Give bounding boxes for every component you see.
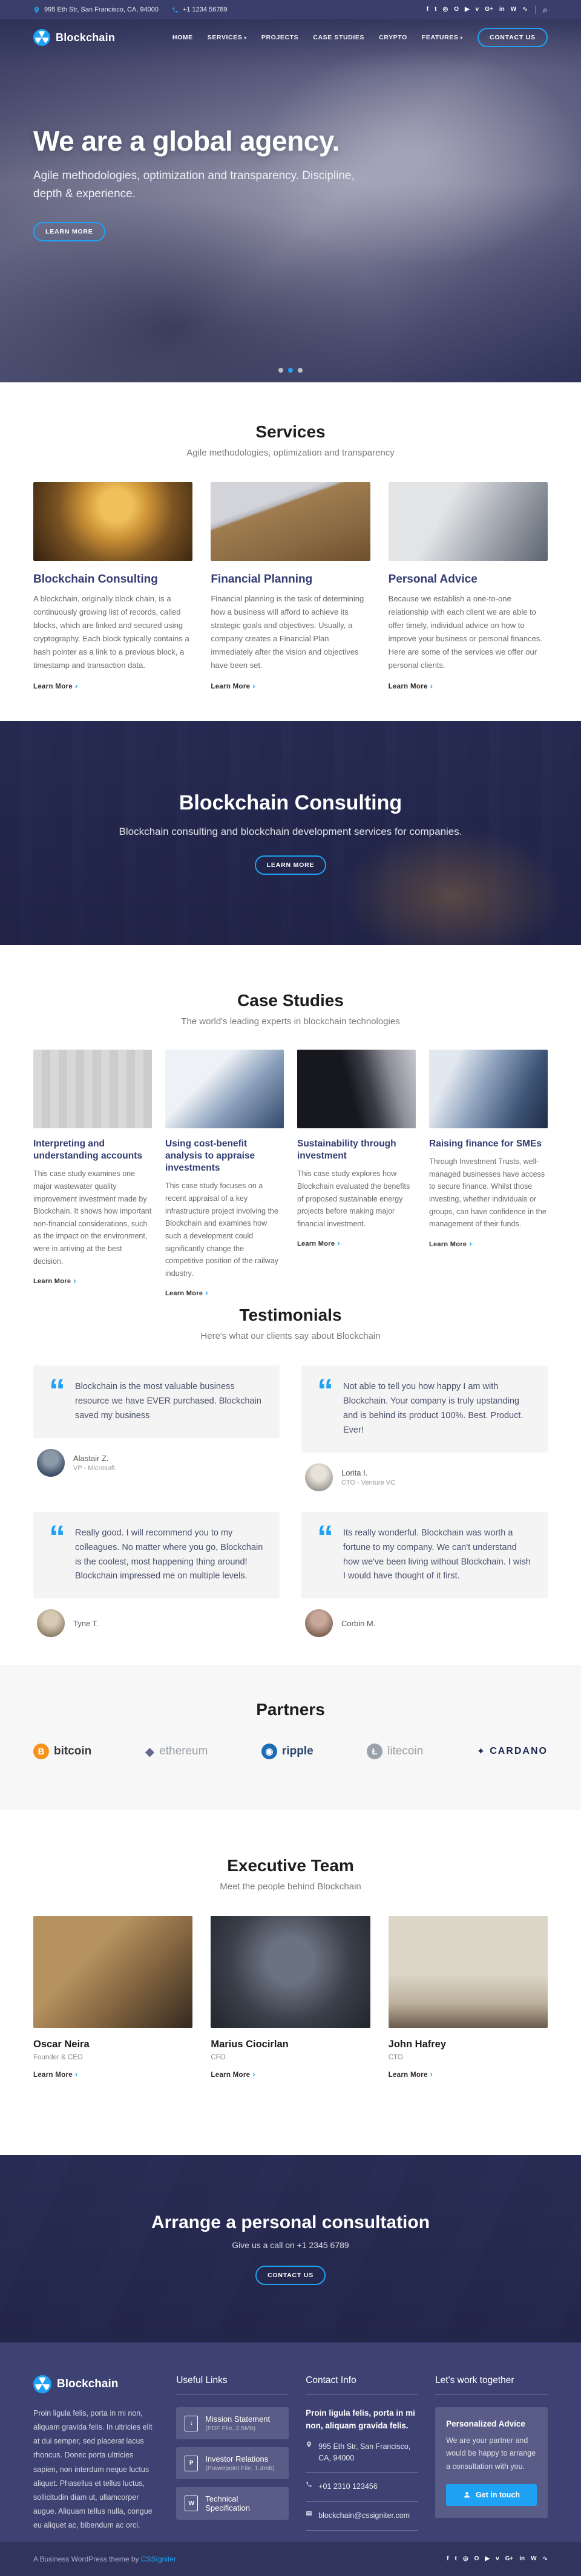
footer-brand-name: Blockchain [57, 2378, 119, 2390]
service-card [389, 482, 548, 691]
advice-card-text: We are your partner and would be happy to arrange a consultation with you. [446, 2436, 536, 2471]
link-investor-relations[interactable]: P Investor Relations (Powerpoint File, 1.4mb) [176, 2447, 289, 2479]
case-learn-more-link[interactable]: Learn More › [297, 1238, 340, 1247]
services-subtitle: Agile methodologies, optimization and transparency [186, 448, 395, 458]
carousel-dot[interactable] [298, 368, 303, 373]
twitter-icon[interactable]: t [455, 2555, 457, 2562]
footer-contact-column [306, 2375, 418, 2532]
team-member-role: CFO [211, 2054, 226, 2061]
twitter-icon[interactable]: t [435, 6, 437, 13]
nav-item-home[interactable]: HOME [172, 34, 193, 41]
case-studies-section [0, 945, 581, 1298]
case-learn-more-link[interactable]: Learn More › [165, 1288, 208, 1297]
footer-useful-links-column [176, 2375, 289, 2532]
service-learn-more-link[interactable]: Learn More › [211, 681, 255, 690]
partner-logo-cardano[interactable]: ✦ CARDANO [476, 1746, 548, 1757]
hero-title: We are a global agency. [33, 125, 340, 157]
services-section [0, 382, 581, 721]
service-image-laptop-phone [211, 482, 370, 561]
nav-item-crypto[interactable]: CRYPTO [379, 34, 407, 41]
person-icon [463, 2491, 471, 2499]
team-photo-marius-ciocirlan [211, 1916, 370, 2028]
case-image-tablet [165, 1050, 284, 1128]
hero-section [0, 19, 581, 382]
google-plus-icon[interactable]: G+ [485, 6, 493, 13]
quote-icon: “ [49, 1518, 65, 1555]
services-title: Services [255, 422, 326, 441]
nav-menu [172, 28, 548, 47]
case-card-title: Using cost-benefit analysis to appraise investments [165, 1139, 255, 1174]
topbar-social-row [427, 7, 528, 13]
testimonial-author-name: Tyne T. [73, 1618, 99, 1628]
topbar-phone [172, 6, 228, 13]
cta-subtitle: Give us a call on +1 2345 6789 [232, 2240, 349, 2250]
testimonial-quote-card [301, 1512, 548, 1599]
quote-icon: “ [317, 1518, 333, 1555]
case-image-crowd [33, 1050, 152, 1128]
team-member-name: Oscar Neira [33, 2039, 90, 2050]
consulting-banner [0, 721, 581, 945]
testimonial-text: Not able to tell you how happy I am with Blockchain. Your company is truly upstanding and is behind its product 100%. Best. Product. Ever! [343, 1382, 524, 1435]
youtube-icon[interactable]: ▶ [485, 2555, 490, 2562]
cssigniter-link[interactable]: CSSIgniter [140, 2555, 176, 2563]
contact-phone-row [306, 2473, 418, 2502]
avatar [37, 1609, 65, 1637]
carousel-dots [0, 368, 581, 373]
footer [0, 2342, 581, 2542]
testimonial-author-name: Alastair Z. [73, 1453, 109, 1463]
blockchain-logo-icon [33, 29, 50, 46]
partner-logo-ethereum[interactable]: ◆ ethereum [145, 1745, 208, 1759]
linkedin-icon[interactable]: in [499, 6, 505, 13]
avatar [305, 1463, 333, 1491]
team-photo-oscar-neira [33, 1916, 192, 2028]
case-study-card [165, 1050, 284, 1298]
topbar-divider [535, 5, 536, 14]
case-learn-more-link[interactable]: Learn More › [429, 1239, 472, 1248]
topbar [0, 0, 581, 19]
opera-icon[interactable]: O [454, 6, 459, 13]
wordpress-icon[interactable]: W [510, 6, 517, 13]
case-image-wall-street-sign [297, 1050, 416, 1128]
team-subtitle: Meet the people behind Blockchain [220, 1881, 361, 1892]
nav-item-services[interactable]: SERVICES ▾ [208, 34, 247, 41]
contact-address: 995 Eth Str, San Francisco, CA, 94000 [318, 2442, 411, 2462]
testimonial [301, 1512, 548, 1638]
nav-item-case-studies[interactable]: CASE STUDIES [313, 34, 365, 41]
testimonial-text: Its really wonderful. Blockchain was worth a fortune to my company. We can't understand how we've been living without Blockchain. I wish I would have thought of it first. [343, 1528, 531, 1581]
service-image-office-meeting [389, 482, 548, 561]
case-card-text: Through Investment Trusts, well-managed businesses have access to secure finance. Whilst those investing, whether individuals or groups, can have confidence in the management of their funds. [429, 1157, 547, 1229]
service-card-text: Because we establish a one-to-one relationship with each client we are able to offer timely, individual advice on how to improve your business or personal finances. Here are some of the services we offer our personal clients. [388, 594, 543, 670]
testimonial-quote-card [33, 1512, 280, 1599]
partners-section [0, 1665, 581, 1810]
consultation-cta-section [0, 2155, 581, 2342]
service-card-title: Personal Advice [388, 573, 478, 586]
useful-links-title: Useful Links [176, 2375, 228, 2385]
phone-icon [172, 7, 179, 13]
team-learn-more-link[interactable]: Learn More › [33, 2070, 78, 2079]
map-pin-icon [306, 2441, 312, 2448]
testimonial-text: Really good. I will recommend you to my colleagues. No matter where you go, Blockchain is the coolest, most happening thing around! Blockchain impressed me on multiple levels. [75, 1528, 263, 1581]
rss-icon[interactable]: ∿ [522, 6, 528, 13]
map-pin-icon [33, 7, 40, 13]
advice-card-title: Personalized Advice [446, 2419, 525, 2428]
testimonial-quote-card [301, 1365, 548, 1453]
get-in-touch-button[interactable]: Get in touch [446, 2484, 537, 2506]
case-study-card [33, 1050, 152, 1298]
team-learn-more-link[interactable]: Learn More › [211, 2070, 255, 2079]
instagram-icon[interactable]: ◎ [462, 2555, 468, 2562]
contact-intro: Proin ligula felis, porta in mi non, aliquam gravida felis. [306, 2408, 415, 2430]
service-card [33, 482, 192, 691]
theme-credit: A Business WordPress theme by CSSIgniter [33, 2555, 176, 2563]
partner-logo-ripple[interactable]: ◉ ripple [261, 1744, 313, 1759]
banner-title: Blockchain Consulting [179, 791, 402, 814]
team-member-name: John Hafrey [388, 2039, 447, 2050]
instagram-icon[interactable]: ◎ [442, 6, 448, 13]
banner-learn-more-button[interactable]: LEARN MORE [255, 855, 327, 875]
contact-phone: +01 2310 123456 [318, 2482, 378, 2491]
partner-logo-bitcoin[interactable]: B bitcoin [33, 1744, 91, 1759]
ripple-icon: ◉ [261, 1744, 277, 1759]
footer-about-text: Proin ligula felis, porta in mi non, aliquam gravida felis. In ultricies elit at dui semper, sed placerat lacus rhoncus. Donec porta ultricies sapien, non interdum neque luctus aliquet. Phasellus et tellus luctus, sollicitudin diam ut, ullamcorper augue. Aliquam tellus nulla, congue eu aliquet ac, bibendum ac orci. [33, 2409, 153, 2529]
litecoin-icon: Ł [367, 1744, 382, 1759]
testimonial-author-name: Lorita I. [341, 1468, 368, 1477]
contact-info-title: Contact Info [306, 2375, 356, 2385]
avatar [305, 1609, 333, 1637]
cta-title: Arrange a personal consultation [151, 2212, 430, 2232]
bottom-bar [0, 2542, 581, 2576]
footer-about-column [33, 2375, 159, 2532]
case-study-card [297, 1050, 416, 1298]
service-card-title: Blockchain Consulting [33, 573, 158, 586]
work-together-title: Let's work together [435, 2375, 514, 2385]
ethereum-icon: ◆ [145, 1745, 155, 1759]
facebook-icon[interactable]: f [426, 6, 429, 13]
case-card-title: Sustainability through investment [297, 1139, 396, 1162]
team-member-card [211, 1916, 370, 2080]
partners-title: Partners [256, 1700, 325, 1719]
rss-icon[interactable]: ∿ [542, 2555, 548, 2562]
team-photo-john-hafrey [389, 1916, 548, 2028]
testimonial [301, 1365, 548, 1491]
nav-item-projects[interactable]: PROJECTS [261, 34, 299, 41]
case-studies-subtitle: The world's leading experts in blockchain technologies [181, 1016, 400, 1027]
cardano-icon: ✦ [476, 1747, 485, 1757]
footer-brand[interactable] [33, 2375, 159, 2393]
quote-icon: “ [317, 1373, 333, 1409]
team-title: Executive Team [227, 1856, 354, 1875]
opera-icon[interactable]: O [474, 2555, 479, 2562]
team-member-role: Founder & CEO [33, 2054, 83, 2061]
link-mission-statement[interactable]: ↓ Mission Statement (PDF File, 2.5Mb) [176, 2407, 289, 2439]
team-learn-more-link[interactable]: Learn More › [389, 2070, 433, 2079]
case-card-title: Interpreting and understanding accounts [33, 1139, 142, 1162]
team-member-role: CTO [388, 2054, 403, 2061]
banner-subtitle: Blockchain consulting and blockchain development services for companies. [119, 825, 462, 837]
service-card-text: A blockchain, originally block chain, is a continuously growing list of records, called blocks, which are linked and secured using cryptography. Each block typically contains a hash pointer as a link to a previous block, a timestamp and transaction data. [33, 594, 189, 670]
blockchain-logo-icon [33, 2375, 51, 2393]
avatar [37, 1449, 65, 1477]
carousel-dot-active[interactable] [288, 368, 293, 373]
nav-item-features[interactable]: FEATURES ▾ [422, 34, 463, 41]
testimonial-author-role: VP - Microsoft [73, 1464, 115, 1472]
testimonial [33, 1365, 280, 1491]
testimonial-text: Blockchain is the most valuable business resource we have EVER purchased. Blockchain saved my business [75, 1382, 261, 1420]
bitcoin-icon: B [33, 1744, 49, 1759]
team-member-card [389, 1916, 548, 2080]
footer-social-row [447, 2556, 548, 2562]
case-card-text: This case study examines one major wastewater quality improvement investment made by Blockchain. It shows how important non-financial considerations, such as the impact on the environment, were in arriving at the best decision. [33, 1169, 152, 1266]
wordpress-icon[interactable]: W [531, 2555, 537, 2562]
case-learn-more-link[interactable]: Learn More › [33, 1276, 76, 1285]
team-member-name: Marius Ciocirlan [211, 2039, 289, 2050]
case-card-text: This case study explores how Blockchain evaluated the benefits of proposed sustainable energy projects before making major financial investment. [297, 1169, 410, 1228]
topbar-address [33, 6, 159, 13]
link-technical-specification[interactable]: W Technical Specification [176, 2487, 289, 2520]
cta-contact-us-button[interactable]: CONTACT US [255, 2266, 326, 2285]
topbar-phone-text: +1 1234 56789 [182, 6, 228, 13]
partner-logo-litecoin[interactable]: Ł litecoin [367, 1744, 423, 1759]
case-studies-title: Case Studies [237, 991, 344, 1010]
case-card-text: This case study focuses on a recent appraisal of a key infrastructure project involving the Blockchain and examines how such a development could significantly change the competitive position of the railway industry. [165, 1182, 278, 1278]
powerpoint-file-icon: P [185, 2456, 198, 2471]
brand-name: Blockchain [56, 31, 116, 44]
contact-us-button[interactable]: CONTACT US [478, 28, 548, 47]
service-image-bitcoin-coins [33, 482, 192, 561]
contact-email[interactable]: blockchain@cssigniter.com [318, 2511, 410, 2520]
hero-subtitle: Agile methodologies, optimization and transparency. Discipline, depth & experience. [33, 169, 355, 201]
service-learn-more-link[interactable]: Learn More › [33, 681, 78, 690]
vimeo-icon[interactable]: v [475, 6, 479, 13]
phone-icon [306, 2481, 312, 2488]
contact-email-row [306, 2502, 418, 2531]
hero-learn-more-button[interactable]: LEARN MORE [33, 222, 105, 241]
team-section [0, 1810, 581, 2155]
topbar-address-text: 995 Eth Str, San Francisco, CA, 94000 [44, 6, 159, 13]
quote-icon: “ [49, 1373, 65, 1409]
carousel-dot[interactable] [278, 368, 283, 373]
case-card-title: Raising finance for SMEs [429, 1139, 542, 1149]
testimonial-author-name: Corbin M. [341, 1618, 376, 1628]
case-image-skyscraper [429, 1050, 548, 1128]
testimonial [33, 1512, 280, 1638]
testimonials-subtitle: Here's what our clients say about Blockchain [200, 1331, 381, 1341]
envelope-icon [306, 2510, 312, 2517]
linkedin-icon[interactable]: in [519, 2555, 525, 2562]
service-card [211, 482, 370, 691]
word-file-icon: W [185, 2496, 198, 2511]
main-nav [0, 19, 581, 47]
footer-work-together-column [435, 2375, 548, 2532]
case-study-card [429, 1050, 548, 1298]
contact-address-row [306, 2433, 418, 2473]
service-learn-more-link[interactable]: Learn More › [389, 681, 433, 690]
testimonial-author-role: CTO - Venture VC [341, 1479, 396, 1486]
service-card-text: Financial planning is the task of determining how a business will afford to achieve its strategic goals and objectives. Usually, a company creates a Financial Plan immediately after the vision and objectives have been set. [211, 594, 364, 670]
testimonials-section [0, 1272, 581, 1665]
brand-logo[interactable] [33, 29, 115, 46]
team-member-card [33, 1916, 192, 2080]
vimeo-icon[interactable]: v [496, 2555, 499, 2562]
facebook-icon[interactable]: f [447, 2555, 449, 2562]
pdf-file-icon: ↓ [185, 2416, 198, 2431]
personalized-advice-card [435, 2407, 548, 2518]
google-plus-icon[interactable]: G+ [505, 2555, 514, 2562]
service-card-title: Financial Planning [211, 573, 313, 586]
testimonial-quote-card [33, 1365, 280, 1438]
testimonials-title: Testimonials [239, 1306, 342, 1324]
youtube-icon[interactable]: ▶ [464, 6, 470, 13]
search-icon[interactable]: ⌕ [542, 4, 548, 15]
